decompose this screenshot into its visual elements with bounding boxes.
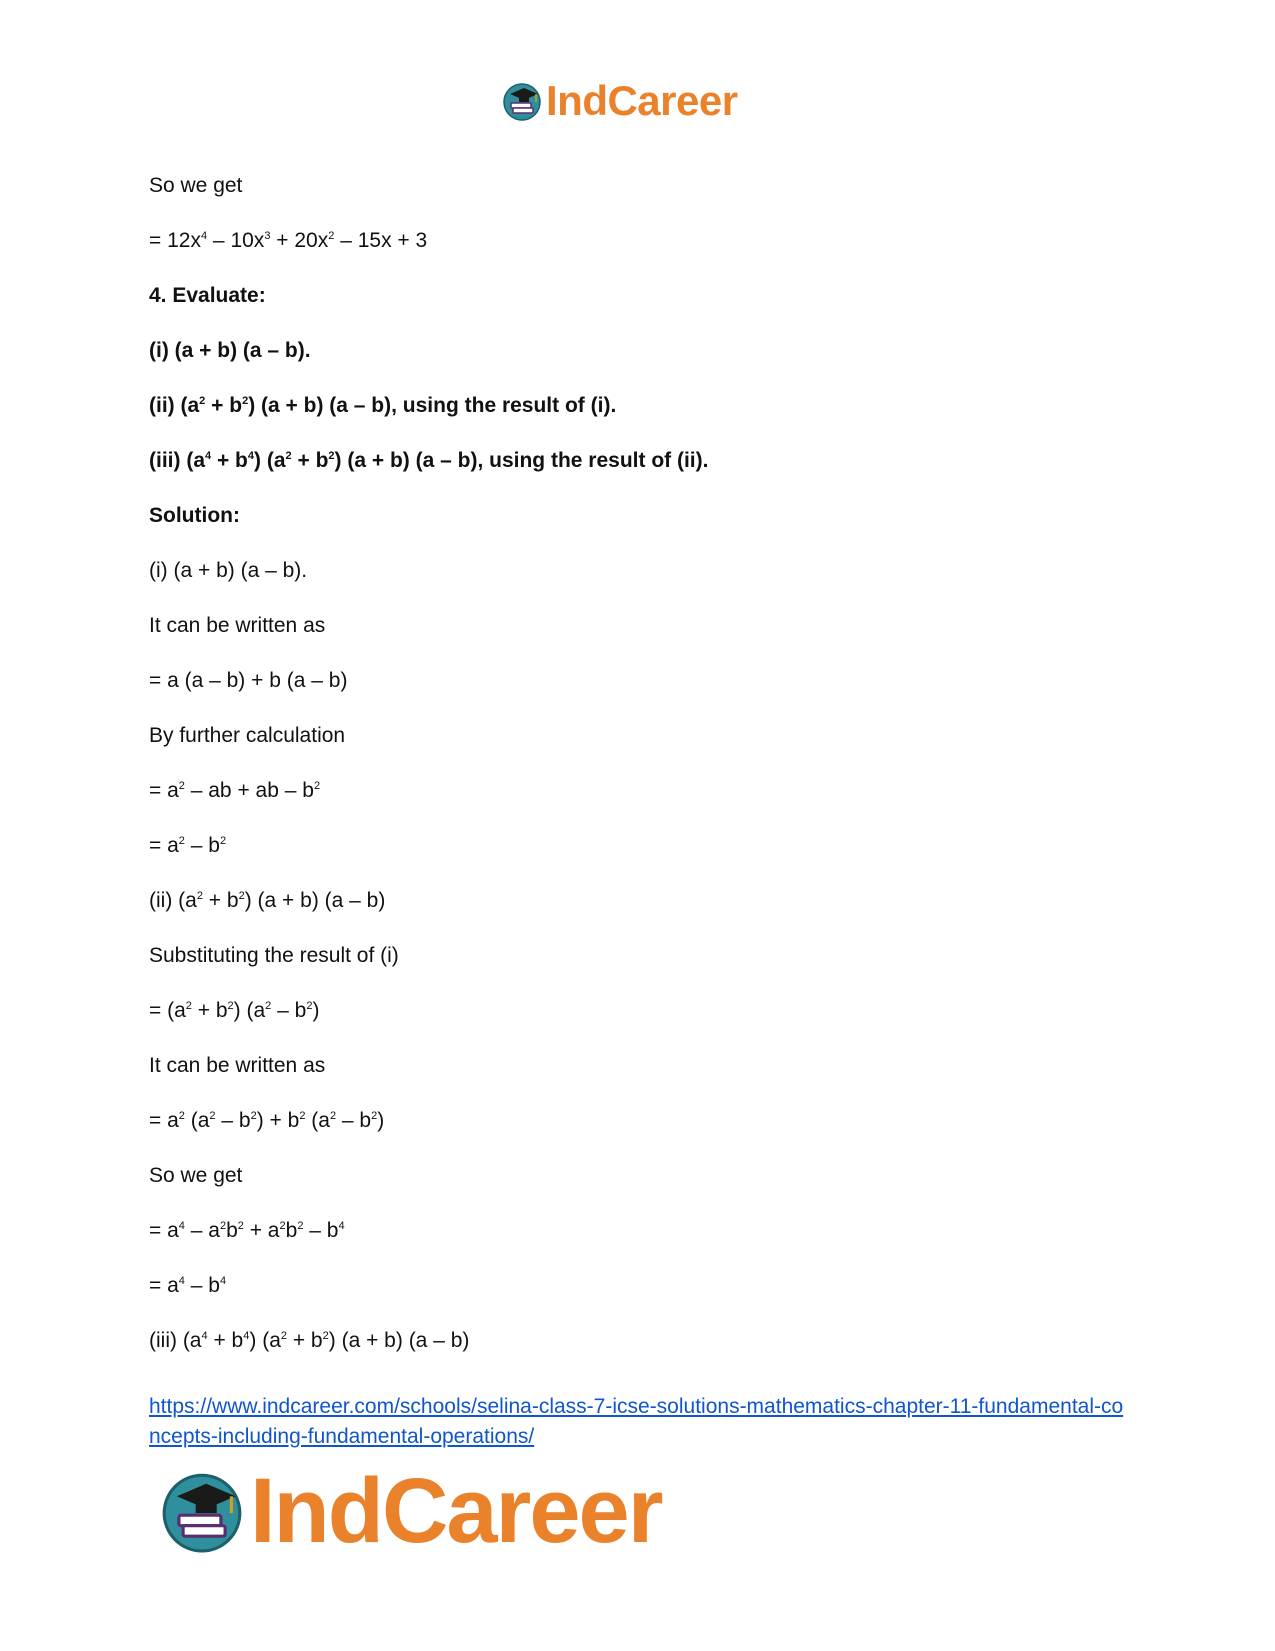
text-segment: + b xyxy=(202,889,239,912)
text-segment: (a xyxy=(184,1109,210,1132)
superscript: 2 xyxy=(297,1220,304,1232)
text-segment: (iii) (a xyxy=(149,1329,202,1352)
text-segment: + b xyxy=(291,449,329,472)
text-segment: + 20x xyxy=(270,229,329,252)
text-segment: – a xyxy=(184,1219,220,1242)
text-segment: + b xyxy=(205,394,243,417)
superscript: 2 xyxy=(178,780,185,792)
text-segment: = a xyxy=(149,779,179,802)
superscript: 2 xyxy=(185,1000,192,1012)
text-segment: (a xyxy=(305,1109,330,1132)
text-segment: ) (a + b) (a – b), using the result of (ii). xyxy=(334,449,709,472)
text-segment: (i) (a + b) (a – b). xyxy=(149,339,311,362)
text-line xyxy=(149,614,1129,638)
text-segment: + b xyxy=(207,1329,244,1352)
superscript: 2 xyxy=(178,1110,185,1122)
graduation-cap-books-icon xyxy=(502,81,542,121)
text-segment: Substituting the result of (i) xyxy=(149,944,399,967)
superscript: 2 xyxy=(227,1000,234,1012)
text-line xyxy=(149,1109,1129,1133)
text-segment: = a xyxy=(149,1219,179,1242)
text-segment: ) (a + b) (a – b), using the result of (i). xyxy=(248,394,617,417)
superscript: 2 xyxy=(285,450,292,462)
text-segment: = a xyxy=(149,834,179,857)
text-segment: – b xyxy=(215,1109,251,1132)
text-segment: + a xyxy=(243,1219,280,1242)
superscript: 2 xyxy=(219,835,227,847)
superscript: 2 xyxy=(178,835,185,847)
text-segment: ) + b xyxy=(256,1109,300,1132)
text-segment: – ab + ab – b xyxy=(184,779,314,802)
superscript: 2 xyxy=(265,1000,272,1012)
superscript: 2 xyxy=(237,1220,244,1232)
text-segment: (ii) (a xyxy=(149,889,197,912)
text-line xyxy=(149,1054,1129,1078)
text-line xyxy=(149,999,1129,1023)
text-segment: + b xyxy=(287,1329,323,1352)
text-segment: + b xyxy=(211,449,248,472)
text-line xyxy=(149,504,1129,528)
text-segment: = a (a – b) + b (a – b) xyxy=(149,669,348,692)
text-line xyxy=(149,724,1129,748)
superscript: 2 xyxy=(322,1330,329,1342)
text-line xyxy=(149,559,1129,583)
text-line xyxy=(149,229,1129,253)
text-segment: It can be written as xyxy=(149,614,326,637)
text-segment: ) (a xyxy=(254,449,286,472)
text-segment: b xyxy=(226,1219,238,1242)
text-line xyxy=(149,174,1129,198)
graduation-cap-books-icon xyxy=(160,1469,244,1553)
superscript: 2 xyxy=(238,890,245,902)
text-segment: = 12x xyxy=(149,229,201,252)
text-segment: – b xyxy=(184,1274,220,1297)
text-segment: ) (a + b) (a – b) xyxy=(328,1329,470,1352)
superscript: 2 xyxy=(328,450,335,462)
superscript: 2 xyxy=(250,1110,257,1122)
superscript: 2 xyxy=(209,1110,216,1122)
superscript: 2 xyxy=(280,1330,287,1342)
text-line xyxy=(149,1219,1129,1243)
text-segment: + b xyxy=(191,999,228,1022)
text-line xyxy=(149,1329,1129,1353)
header-logo-text: IndCareer xyxy=(546,77,738,124)
superscript: 2 xyxy=(242,395,249,407)
text-segment: – 15x + 3 xyxy=(334,229,428,252)
text-segment: (iii) (a xyxy=(149,449,205,472)
text-segment: ) xyxy=(312,999,320,1022)
text-segment: – 10x xyxy=(207,229,265,252)
text-segment: So we get xyxy=(149,174,243,197)
text-line xyxy=(149,284,1129,308)
text-segment: Solution: xyxy=(149,504,240,527)
source-url-link[interactable]: https://www.indcareer.com/schools/selina-class-7-icse-solutions-mathematics-chapter-11-fundamental-concepts-including-fundamental-operations/ xyxy=(149,1395,1124,1448)
superscript: 4 xyxy=(200,230,208,242)
text-line xyxy=(149,394,1129,418)
text-segment: ) (a + b) (a – b) xyxy=(244,889,386,912)
text-line xyxy=(149,944,1129,968)
superscript: 2 xyxy=(279,1220,286,1232)
text-segment: = a xyxy=(149,1274,179,1297)
text-line xyxy=(149,834,1129,858)
text-segment: 4. Evaluate: xyxy=(149,284,266,307)
text-line xyxy=(149,779,1129,803)
superscript: 2 xyxy=(313,780,321,792)
superscript: 2 xyxy=(306,1000,313,1012)
superscript: 4 xyxy=(205,450,212,462)
superscript: 2 xyxy=(328,230,335,242)
text-line xyxy=(149,1164,1129,1188)
text-segment: By further calculation xyxy=(149,724,346,747)
text-segment: – b xyxy=(271,999,307,1022)
superscript: 4 xyxy=(178,1220,185,1232)
header-logo xyxy=(502,77,738,124)
text-line xyxy=(149,669,1129,693)
superscript: 2 xyxy=(219,1220,227,1232)
superscript: 2 xyxy=(299,1110,306,1122)
text-segment: – b xyxy=(303,1219,339,1242)
superscript: 2 xyxy=(199,395,206,407)
text-segment: = (a xyxy=(149,999,186,1022)
text-segment: b xyxy=(285,1219,298,1242)
text-line xyxy=(149,1274,1129,1298)
text-segment: ) (a xyxy=(249,1329,281,1352)
text-line xyxy=(149,449,1129,473)
text-segment: = a xyxy=(149,1109,179,1132)
superscript: 2 xyxy=(371,1110,378,1122)
superscript: 2 xyxy=(196,890,203,902)
superscript: 4 xyxy=(201,1330,208,1342)
text-segment: ) (a xyxy=(233,999,266,1022)
text-segment: (i) (a + b) (a – b). xyxy=(149,559,308,582)
text-segment: ) xyxy=(377,1109,385,1132)
document-body xyxy=(149,174,1129,1384)
superscript: 4 xyxy=(178,1275,185,1287)
text-segment: (ii) (a xyxy=(149,394,200,417)
text-line xyxy=(149,889,1129,913)
superscript: 2 xyxy=(329,1110,337,1122)
text-line xyxy=(149,339,1129,363)
text-segment: It can be written as xyxy=(149,1054,326,1077)
superscript: 4 xyxy=(219,1275,227,1287)
footer-logo-text: IndCareer xyxy=(250,1460,662,1562)
text-segment: – b xyxy=(336,1109,372,1132)
superscript: 4 xyxy=(338,1220,345,1232)
superscript: 4 xyxy=(243,1330,250,1342)
footer-logo xyxy=(160,1460,662,1562)
superscript: 3 xyxy=(264,230,271,242)
superscript: 4 xyxy=(247,450,255,462)
text-segment: – b xyxy=(184,834,220,857)
text-segment: So we get xyxy=(149,1164,243,1187)
